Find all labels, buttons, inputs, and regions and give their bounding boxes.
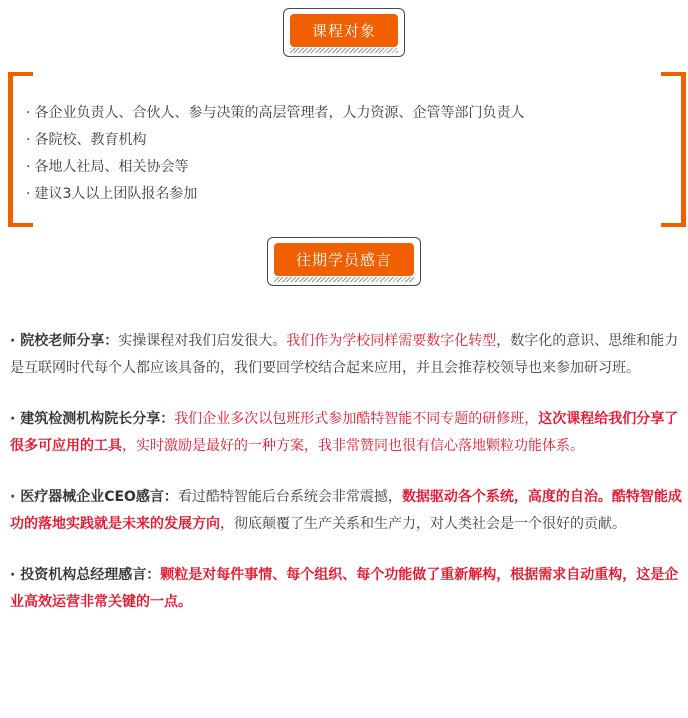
testimonial-highlight: 这次课程给我们分享了很多可应用的工具	[10, 411, 679, 454]
testimonials-title: 往期学员感言	[274, 243, 414, 276]
testimonial-highlight: 颗粒是对每件事情、每个组织、每个功能做了重新解构，根据需求自动重构，这是企业高效运营非常关键的一点。	[10, 567, 679, 610]
list-item: · 建议3人以上团队报名参加	[26, 186, 198, 202]
testimonial-highlight: 数据驱动各个系统，高度的自治。酷特智能成功的落地实践就是未来的发展方向	[10, 489, 682, 532]
testimonial-text: 看过酷特智能后台系统会非常震撼，	[177, 489, 402, 505]
testimonial-highlight: ，实时激励是最好的一种方案，我非常赞同也很有信心落地颗粒功能体系。	[122, 437, 584, 454]
testimonial-speaker: · 建筑检测机构院长分享：	[10, 411, 175, 427]
badge-frame	[267, 237, 421, 286]
course-audience-title: 课程对象	[290, 14, 398, 47]
testimonial-text: ，数字化的意识、思维和能力是互联网时代每个人都应该具备的，我们要回学校结合起来应用，并且会推荐校领导也来参加研习班。	[10, 333, 679, 376]
audience-list	[26, 100, 524, 208]
testimonial	[10, 406, 686, 459]
badge-frame	[283, 8, 405, 57]
testimonials-badge	[267, 237, 421, 286]
testimonial-highlight: 我们作为学校同样需要数字化转型	[286, 333, 497, 349]
testimonial-highlight: 我们企业多次以包班形式参加酷特智能不同专题的研修班，	[174, 411, 539, 427]
testimonial-text: 实操课程对我们启发很大。	[118, 333, 287, 349]
list-item: · 各企业负责人、合伙人、参与决策的高层管理者，人力资源、企管等部门负责人	[26, 105, 525, 121]
testimonial-speaker: · 院校老师分享：	[10, 333, 119, 349]
list-item: · 各地人社局、相关协会等	[26, 159, 189, 175]
audience-box	[8, 72, 686, 227]
testimonials-list	[10, 328, 686, 640]
testimonial-text: ，彻底颠覆了生产关系和生产力，对人类社会是一个很好的贡献。	[220, 515, 626, 532]
testimonial	[10, 562, 686, 615]
course-audience-badge	[283, 8, 405, 57]
testimonial-speaker: · 医疗器械企业CEO感言：	[10, 489, 178, 505]
list-item: · 各院校、教育机构	[26, 132, 147, 148]
testimonial	[10, 484, 686, 537]
right-bracket-decoration	[659, 72, 686, 227]
testimonial	[10, 328, 686, 381]
testimonial-speaker: · 投资机构总经理感言：	[10, 567, 161, 583]
